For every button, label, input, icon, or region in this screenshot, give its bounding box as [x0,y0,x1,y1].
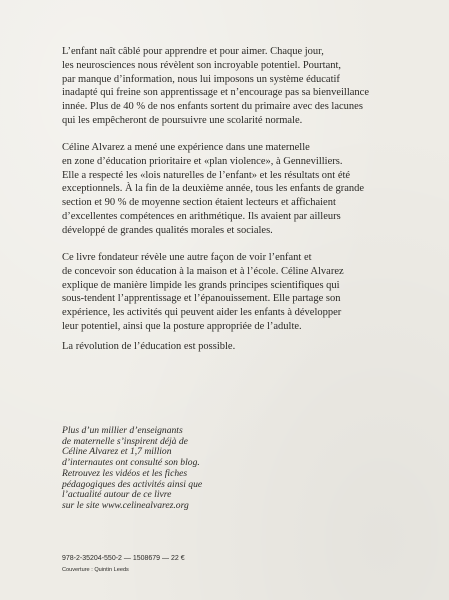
text-line: Elle a respecté les «lois naturelles de l’enfant» et les résultats ont été [62,169,351,181]
text-line: leur potentiel, ainsi que la posture appropriée de l’adulte. [62,320,302,332]
description-paragraph-3 [62,251,344,334]
text-line: Céline Alvarez a mené une expérience dans une maternelle [62,142,310,153]
text-line: développé de grandes qualités morales et sociales. [62,224,273,236]
text-line: innée. Plus de 40 % de nos enfants sortent du primaire avec des lacunes [62,101,363,113]
promo-blurb [62,426,202,512]
text-line: L’enfant naît câblé pour apprendre et pour aimer. Chaque jour, [62,46,324,57]
cover-credit: Couverture : Quintin Leeds [62,567,129,573]
text-line: section et 90 % de moyenne section étaient lecteurs et affichaient [62,197,336,209]
promo-line: Céline Alvarez et 1,7 million [62,446,172,458]
promo-line: d’internautes ont consulté son blog. [62,457,200,469]
text-line: les neurosciences nous révèlent son incroyable potentiel. Pourtant, [62,59,342,71]
text-line: sous-tendent l’apprentissage et l’épanouissement. Elle partage son [62,293,341,305]
text-line: explique de manière limpide les grands principes scientifiques qui [62,279,340,291]
text-line: qui les empêcheront de poursuivre une scolarité normale. [62,114,303,126]
closing-statement [62,340,235,354]
promo-line: de maternelle s’inspirent déjà de [62,435,188,447]
isbn-price-line: 978-2-35204-550-2 — 1508679 — 22 € [62,555,185,562]
promo-line: pédagogiques des activités ainsi que [62,478,203,490]
text-line: de concevoir son éducation à la maison et à l’école. Céline Alvarez [62,265,344,277]
text-line: exceptionnels. À la fin de la deuxième année, tous les enfants de grande [62,183,365,195]
text-line: inadapté qui freine son apprentissage et n’encourage pas sa bienveillance [62,87,369,99]
promo-line: Retrouvez les vidéos et les fiches [62,467,188,479]
text-line: La révolution de l’éducation est possible. [62,341,236,352]
promo-line: sur le site www.celinealvarez.org [62,499,189,511]
promo-line: Plus d’un millier d’enseignants [62,425,183,436]
text-line: par manque d’information, nous lui imposons un système éducatif [62,73,340,85]
text-line: Ce livre fondateur révèle une autre façon de voir l’enfant et [62,252,312,263]
text-line: d’excellentes compétences en arithmétique. Ils avaient par ailleurs [62,210,341,222]
description-paragraph-1 [62,45,369,128]
text-line: expérience, les activités qui peuvent aider les enfants à développer [62,307,342,319]
text-line: en zone d’éducation prioritaire et «plan violence», à Gennevilliers. [62,155,343,167]
promo-line: l’actualité autour de ce livre [62,489,172,501]
description-paragraph-2 [62,141,364,238]
